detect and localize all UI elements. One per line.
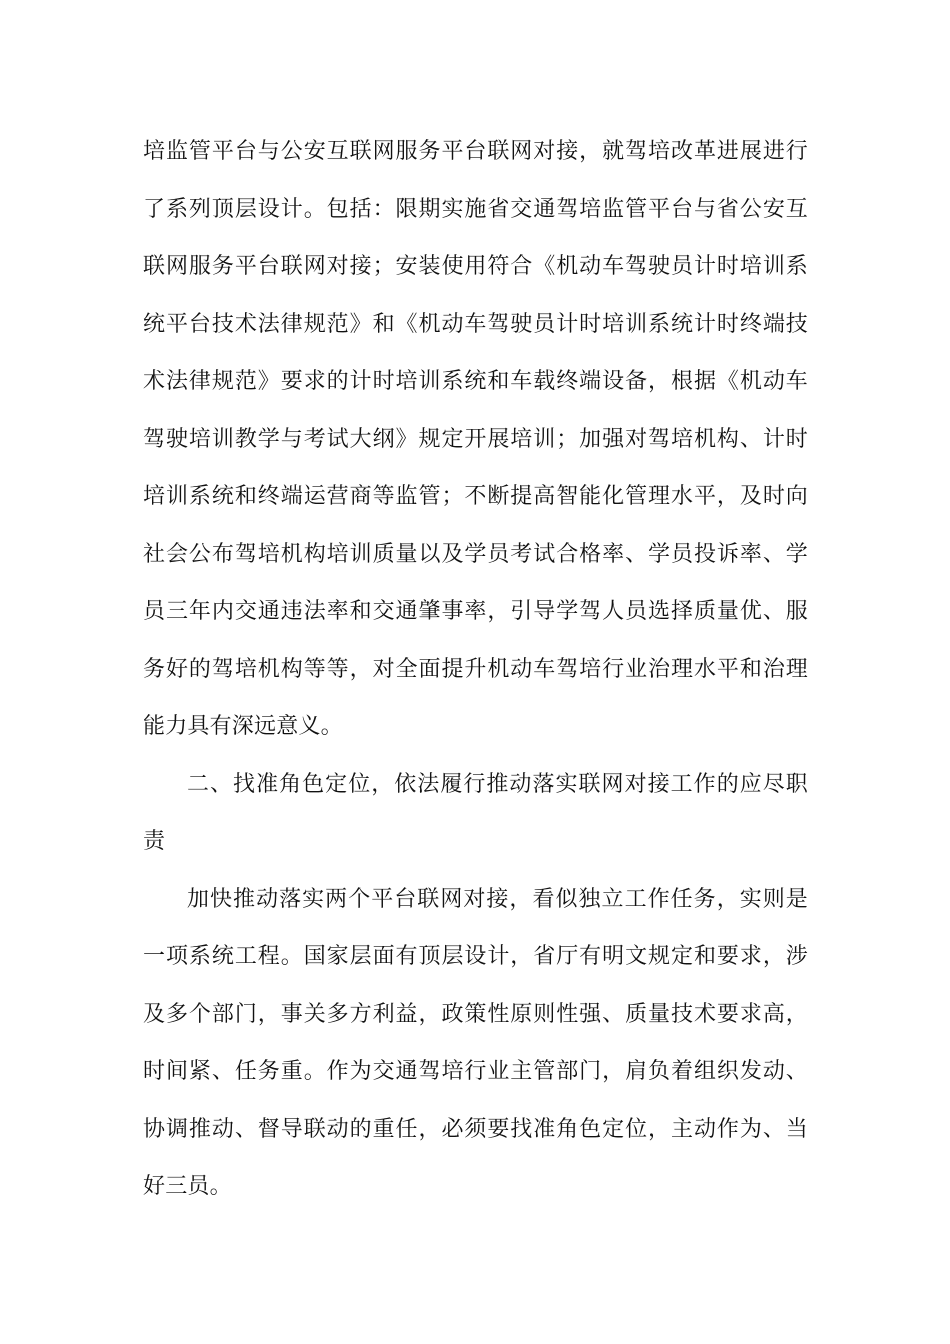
document-body	[143, 123, 808, 1216]
continued-paragraph: 培监管平台与公安互联网服务平台联网对接，就驾培改革进展进行了系列顶层设计。包括：限期实施省交通驾培监管平台与省公安互联网服务平台联网对接；安装使用符合《机动车驾驶员计时培训系统平台技术法律规范》和《机动车驾驶员计时培训系统计时终端技术法律规范》要求的计时培训系统和车载终端设备，根据《机动车驾驶培训教学与考试大纲》规定开展培训；加强对驾培机构、计时培训系统和终端运营商等监管；不断提高智能化管理水平，及时向社会公布驾培机构培训质量以及学员考试合格率、学员投诉率、学员三年内交通违法率和交通肇事率，引导学驾人员选择质量优、服务好的驾培机构等等，对全面提升机动车驾培行业治理水平和治理能力具有深远意义。	[143, 139, 808, 739]
section-heading: 二、找准角色定位，依法履行推动落实联网对接工作的应尽职责	[143, 771, 808, 854]
section-body-paragraph: 加快推动落实两个平台联网对接，看似独立工作任务，实则是一项系统工程。国家层面有顶层设计，省厅有明文规定和要求，涉及多个部门，事关多方利益，政策性原则性强、质量技术要求高，时间紧、任务重。作为交通驾培行业主管部门，肩负着组织发动、协调推动、督导联动的重任，必须要找准角色定位，主动作为、当好三员。	[143, 886, 808, 1199]
